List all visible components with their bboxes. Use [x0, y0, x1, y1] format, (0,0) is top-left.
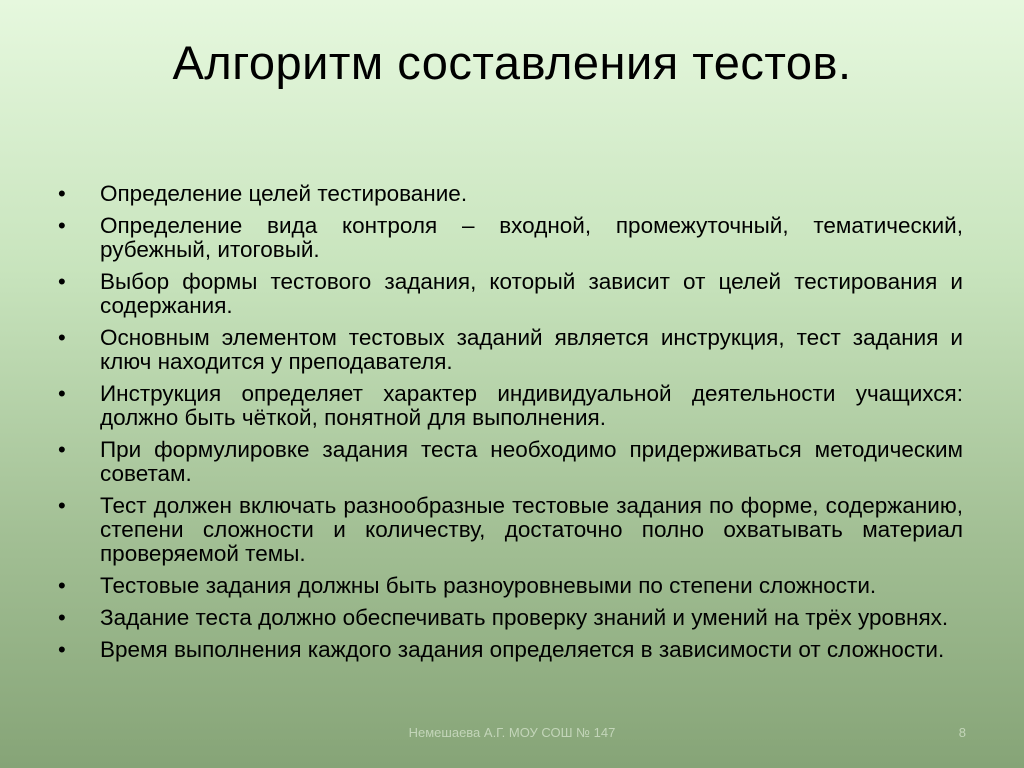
list-item-text: Тест должен включать разнообразные тестовые задания по форме, содержанию, степени сложности и количеству, достаточно полно охватывать материал проверяемой темы. — [100, 493, 963, 566]
list-item — [58, 574, 963, 598]
slide-number: 8 — [958, 725, 966, 740]
list-item-text: Выбор формы тестового задания, который зависит от целей тестирования и содержания. — [100, 269, 963, 318]
list-item — [58, 270, 963, 318]
bullet-icon: • — [58, 437, 66, 462]
list-item — [58, 326, 963, 374]
list-item — [58, 638, 963, 662]
list-item-text: Основным элементом тестовых заданий является инструкция, тест задания и ключ находится у преподавателя. — [100, 325, 963, 374]
bullet-icon: • — [58, 269, 66, 294]
bullet-icon: • — [58, 637, 66, 662]
list-item-text: Задание теста должно обеспечивать проверку знаний и умений на трёх уровнях. — [100, 605, 949, 630]
footer-author: Немешаева А.Г. МОУ СОШ № 147 — [408, 725, 616, 740]
list-item-text: Тестовые задания должны быть разноуровневыми по степени сложности. — [100, 573, 877, 598]
list-item-text: Определение целей тестирование. — [100, 181, 468, 206]
bullet-icon: • — [58, 181, 66, 206]
bullet-icon: • — [58, 213, 66, 238]
list-item — [58, 214, 963, 262]
bullet-icon: • — [58, 381, 66, 406]
list-item-text: Инструкция определяет характер индивидуальной деятельности учащихся: должно быть чёткой, понятной для выполнения. — [100, 381, 963, 430]
bullet-list — [58, 182, 963, 670]
list-item — [58, 438, 963, 486]
list-item-text: Определение вида контроля – входной, промежуточный, тематический, рубежный, итоговый. — [100, 213, 963, 262]
list-item — [58, 606, 963, 630]
bullet-icon: • — [58, 493, 66, 518]
list-item-text: Время выполнения каждого задания определяется в зависимости от сложности. — [100, 637, 945, 662]
slide-title: Алгоритм составления тестов. — [172, 36, 852, 89]
list-item — [58, 494, 963, 566]
list-item — [58, 382, 963, 430]
list-item-text: При формулировке задания теста необходимо придерживаться методическим советам. — [100, 437, 963, 486]
bullet-icon: • — [58, 325, 66, 350]
bullet-icon: • — [58, 573, 66, 598]
list-item — [58, 182, 963, 206]
bullet-icon: • — [58, 605, 66, 630]
